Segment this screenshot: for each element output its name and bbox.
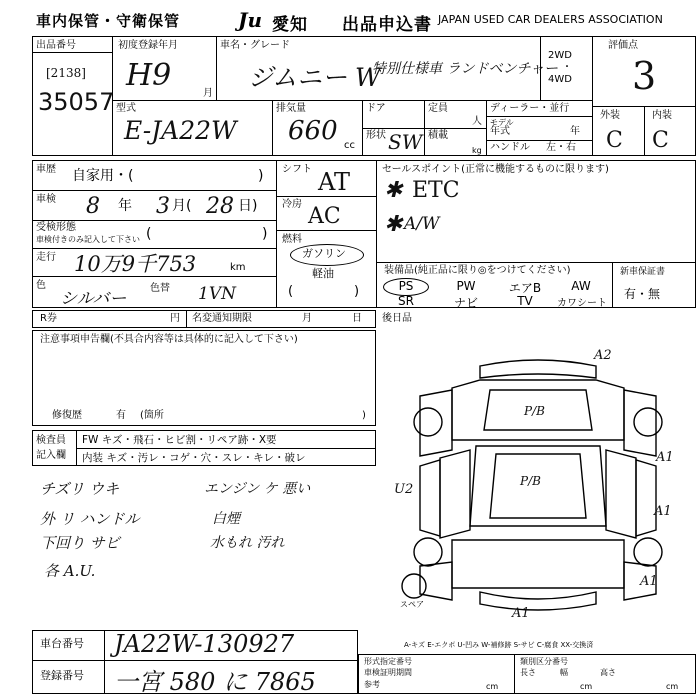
displacement-value: 660 [288, 116, 338, 146]
receipt-close: ) [262, 226, 268, 242]
mileage-unit: km [230, 262, 246, 273]
model-type-label: 型式 [116, 103, 136, 114]
handle-label: ハンドル [490, 142, 530, 153]
year-label: 年式 [490, 126, 510, 137]
interior-value: C [652, 128, 669, 153]
shift-label: シフト [282, 164, 312, 175]
model-grade: 特別仕様車 ランドベンチャー [372, 61, 559, 77]
sales-point-star-2: ✱ [384, 212, 403, 237]
exterior-value: C [606, 128, 623, 153]
transfer-day: 日 [352, 313, 362, 324]
registration-value: H9 [126, 58, 172, 93]
height-label: 高さ [600, 668, 616, 677]
remark-5: エンジン ケ 悪い [204, 481, 311, 497]
association-name: JAPAN USED CAR DEALERS ASSOCIATION [438, 13, 663, 26]
warranty-label: 新車保証書 [620, 267, 666, 277]
chassis-value: JA22W-130927 [114, 630, 295, 658]
history-label: 車歴 [36, 164, 56, 175]
remark-6: 白煙 [212, 511, 240, 527]
plate-value: 一宮 580 に 7865 [114, 668, 316, 696]
mark-right-rear: A1 [654, 504, 672, 519]
drive-2wd: 2WD [548, 50, 572, 61]
r-ticket-yen: 円 [170, 313, 180, 324]
inspection-label: 車検 [36, 194, 56, 205]
shift-value: AT [318, 168, 351, 196]
fuel-open: ( [288, 284, 294, 299]
sales-point-2: A/W [404, 214, 440, 234]
model-name-value: ジムニー W [248, 63, 381, 92]
cert-label: 形式指定番号 [364, 657, 412, 666]
handle-options: 左・右 [546, 142, 576, 153]
fuel-label: 燃料 [282, 234, 302, 245]
loading-label: 積載 [428, 130, 448, 141]
inspection-day: 28 [206, 194, 234, 219]
cm-unit-3: cm [666, 682, 679, 691]
inspection-month-unit: 月( [172, 198, 192, 214]
capacity-label: 定員 [428, 103, 448, 114]
remark-7: 水もれ 汚れ [210, 535, 285, 551]
rating-label: 評価点 [608, 40, 638, 51]
kg-unit: kg [472, 146, 482, 155]
cert-sub: 車検証明期間 [364, 668, 412, 677]
exterior-label: 外装 [600, 110, 620, 121]
mark-front: A2 [594, 348, 612, 363]
mileage-value: 10万9千753 [74, 252, 197, 276]
model-type-value: E-JA22W [124, 116, 237, 145]
fuel-diesel: 軽油 [312, 267, 334, 280]
lot-label: 出品番号 [36, 40, 76, 51]
repair-close: ) [362, 410, 366, 421]
registration-label: 初度登録年月 [118, 40, 178, 51]
mark-hood: P/B [524, 404, 545, 418]
color-change-label: 色替 [150, 283, 170, 294]
dealer-label: ディーラー・並行 [490, 103, 570, 114]
inspection-year-unit: 年 [118, 198, 132, 214]
inspector-label-1: 検査員 [36, 435, 66, 446]
equip-airbag: エアB [508, 281, 542, 295]
transfer-month: 月 [302, 313, 312, 324]
logo-region: 愛知 [272, 15, 308, 35]
form-title: 出品申込書 [342, 15, 432, 35]
notes-label: 注意事項申告欄(不具合内容等は具体的に記入して下さい) [40, 334, 298, 345]
year-unit: 年 [570, 126, 580, 137]
door-label: ドア [366, 103, 386, 114]
mark-left-side: U2 [394, 482, 414, 497]
equip-power-seat: カワシート [557, 298, 607, 309]
drive-dot: ・ [562, 62, 572, 73]
inspection-year: 8 [86, 194, 100, 219]
repair-value: 有 [116, 410, 126, 421]
r-ticket-label: R券 [40, 313, 57, 324]
spare-label: スペア [400, 600, 424, 609]
plate-label: 登録番号 [40, 669, 84, 682]
lot-number: 35057 [38, 88, 115, 116]
color-label: 色 [36, 280, 46, 291]
equip-aw: AW [571, 279, 591, 293]
mark-rear-right: A1 [640, 574, 658, 589]
cm-unit-2: cm [580, 682, 593, 691]
aircon-value: AC [308, 204, 341, 229]
cc-unit: cc [344, 140, 355, 151]
fuel-close: ) [354, 284, 360, 299]
model-year-label: モデル [490, 118, 514, 127]
length-label: 長さ [520, 668, 536, 677]
inspector-label-2: 記入欄 [36, 450, 66, 461]
width-label: 幅 [560, 668, 568, 677]
history-value: 自家用・( [72, 168, 134, 184]
drive-4wd: 4WD [548, 74, 572, 85]
later-items-label: 後日品 [382, 313, 412, 324]
equip-tv: TV [517, 294, 533, 308]
remark-1: チズリ ウキ [40, 480, 120, 498]
mileage-label: 走行 [36, 252, 56, 263]
cert-ref: 参考 [364, 680, 380, 689]
damage-legend: A-キズ E-エクボ U-凹み W-補修跡 S-サビ C-腐食 XX-交換済 [404, 641, 594, 649]
inspection-month: 3 [156, 194, 170, 219]
color-value: シルバー [60, 289, 127, 309]
history-close: ) [258, 168, 264, 184]
inspector-interior-row: 内装 キズ・汚レ・コゲ・穴・スレ・キレ・破レ [82, 452, 306, 464]
remark-4: 各 A.U. [44, 562, 96, 580]
equip-navi: ナビ [453, 296, 478, 310]
receipt-label: 受検形態 [36, 222, 76, 233]
displacement-label: 排気量 [276, 103, 306, 114]
sales-points-label: セールスポイント(正常に機能するものに限ります) [382, 164, 609, 175]
mark-right-front: A1 [656, 450, 674, 465]
shape-value: SW [388, 130, 423, 154]
receipt-open: ( [146, 226, 152, 242]
color-change-value: 1VN [198, 284, 236, 304]
receipt-note: 車検付きのみ記入して下さい [36, 235, 140, 244]
equip-pw: PW [456, 279, 476, 293]
storage-labels: 車内保管・守衛保管 [36, 12, 181, 30]
sales-point-star-1: ✱ [384, 178, 403, 203]
repair-place: (箇所 [140, 410, 164, 421]
person-unit: 人 [472, 116, 482, 127]
repair-label: 修復歴 [52, 410, 82, 421]
shape-label: 形状 [366, 130, 386, 141]
rating-value: 3 [632, 54, 657, 98]
equip-sr: SR [398, 294, 414, 308]
warranty-options: 有・無 [624, 287, 661, 301]
remark-3: 下回り サビ [40, 534, 120, 552]
ju-logo: Ju [238, 8, 263, 32]
remark-2: 外 リ ハンドル [40, 510, 140, 528]
transfer-deadline-label: 名変通知期限 [192, 313, 252, 324]
model-name-label: 車名・グレード [220, 40, 290, 51]
inspection-day-unit: 日) [238, 198, 258, 214]
registration-month-unit: 月 [203, 88, 213, 99]
cm-unit-1: cm [486, 682, 499, 691]
inspector-fw-row: FW キズ・飛石・ヒビ割・リペア跡・X要 [82, 434, 277, 446]
mark-roof: P/B [520, 474, 541, 488]
fuel-gasoline: ガソリン [302, 247, 346, 260]
class-label: 類別区分番号 [520, 657, 568, 666]
equipment-label: 装備品(純正品に限り◎をつけてください) [384, 265, 571, 276]
chassis-label: 車台番号 [40, 637, 84, 650]
lot-small-number: [2138] [46, 66, 86, 80]
mark-rear: A1 [512, 606, 530, 621]
sales-point-1: ETC [412, 178, 460, 203]
interior-label: 内装 [652, 110, 672, 121]
aircon-label: 冷房 [282, 199, 302, 210]
equip-ps: PS [398, 279, 414, 293]
